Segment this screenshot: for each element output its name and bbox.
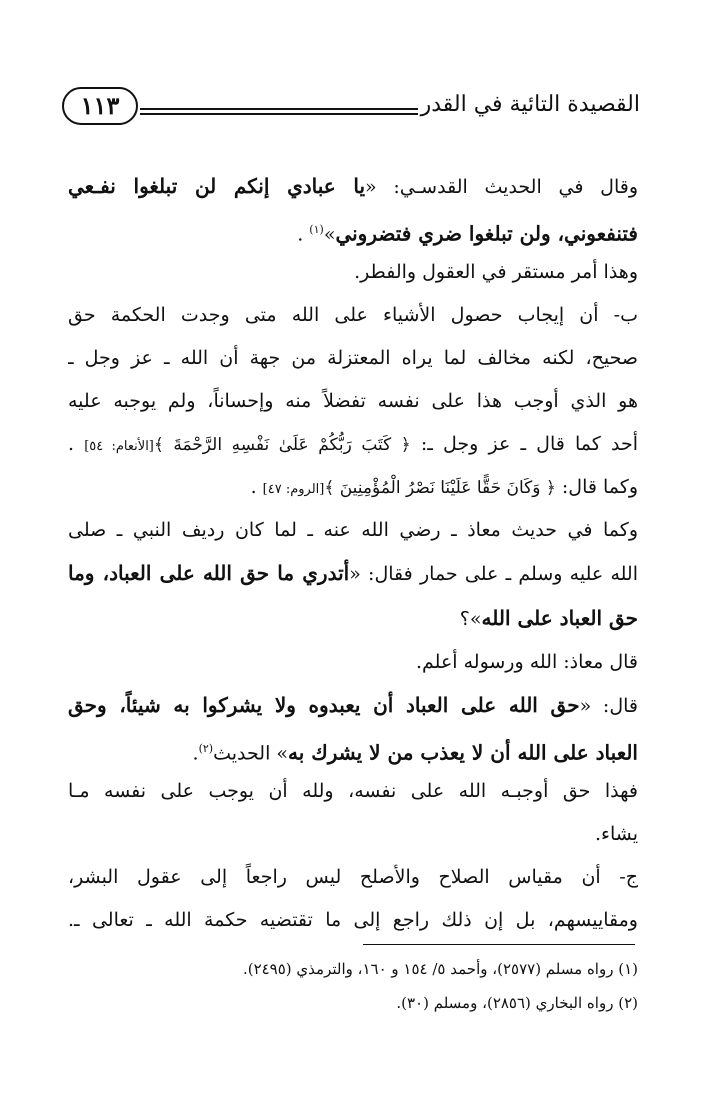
text-line: صحيح، لكنه مخالف لما يراه المعتزلة من جهة أن الله ـ عز وجل ـ bbox=[68, 347, 638, 369]
verse-citation: [الروم: ٤٧] bbox=[262, 482, 325, 497]
footnote-ref: (١) bbox=[309, 223, 324, 236]
text-line: ج- أن مقياس الصلاح والأصلح ليس راجعاً إلى عقول البشر، bbox=[68, 866, 638, 888]
verse-citation: [الأنعام: ٥٤] bbox=[84, 439, 154, 454]
text-line: حق العباد على الله»؟ bbox=[459, 606, 638, 630]
footnote: (٢) رواه البخاري (٢٨٥٦)، ومسلم (٣٠). bbox=[396, 994, 638, 1012]
text-line: قال: «حق الله على العباد أن يعبدوه ولا يشركوا به شيئاً، وحق bbox=[68, 693, 638, 717]
text-line: فهذا حق أوجبـه الله على نفسه، ولله أن يوجب على نفسه مـا bbox=[68, 780, 638, 802]
footnotes bbox=[60, 952, 638, 1020]
footnote: (١) رواه مسلم (٢٥٧٧)، وأحمد ٥/ ١٥٤ و ١٦٠، والترمذي (٢٤٩٥). bbox=[242, 960, 638, 978]
text-line: العباد على الله أن لا يعذب من لا يشرك به» الحديث$^{(٢)}$. bbox=[192, 740, 638, 765]
text-line: ب- أن إيجاب حصول الأشياء على الله متى وجدت الحكمة حق bbox=[68, 304, 638, 326]
running-header bbox=[62, 86, 640, 132]
footnote-separator bbox=[363, 944, 635, 945]
header-rule bbox=[140, 108, 418, 110]
main-text bbox=[68, 165, 638, 942]
text-line: هو الذي أوجب هذا على نفسه تفضلاً منه وإحساناً، ولم يوجبه عليه bbox=[68, 390, 638, 412]
text-line: ومقاييسهم، بل إن ذلك راجع إلى ما تقتضيه حكمة الله ـ تعالى ـ. bbox=[68, 909, 638, 931]
header-title: القصيدة التائية في القدر bbox=[420, 92, 640, 117]
quran-verse: ﴿ وَكَانَ حَقًّا عَلَيْنَا نَصْرُ الْمُؤْمِنِينَ ﴾ bbox=[324, 478, 556, 498]
text-line: وقال في الحديث القدسـي: «يا عبادي إنكم لن تبلغوا نفـعي bbox=[68, 174, 638, 198]
text-line: الله عليه وسلم ـ على حمار فقال: «أتدري ما حق الله على العباد، وما bbox=[68, 561, 638, 585]
text-line: وهذا أمر مستقر في العقول والفطر. bbox=[354, 261, 638, 283]
page-number: ١١٣ bbox=[62, 87, 138, 125]
text-line: وكما قال: ﴿ وَكَانَ حَقًّا عَلَيْنَا نَصْرُ الْمُؤْمِنِينَ ﴾[الروم: ٤٧] . bbox=[250, 476, 638, 498]
text-line: يشاء. bbox=[594, 823, 638, 845]
text-line: وكما في حديث معاذ ـ رضي الله عنه ـ لما كان رديف النبي ـ صلى bbox=[68, 519, 638, 541]
text-line: أحد كما قال ـ عز وجل ـ: ﴿ كَتَبَ رَبُّكُمْ عَلَىٰ نَفْسِهِ الرَّحْمَةَ ﴾[الأنعام: ٥٤] . bbox=[68, 433, 638, 455]
text-line: قال معاذ: الله ورسوله أعلم. bbox=[415, 651, 638, 673]
quran-verse: ﴿ كَتَبَ رَبُّكُمْ عَلَىٰ نَفْسِهِ الرَّحْمَةَ ﴾ bbox=[153, 435, 411, 455]
text-line: فتنفعوني، ولن تبلغوا ضري فتضروني»$^{(١)}$ . bbox=[297, 221, 638, 246]
footnote-ref: (٢) bbox=[198, 742, 214, 755]
